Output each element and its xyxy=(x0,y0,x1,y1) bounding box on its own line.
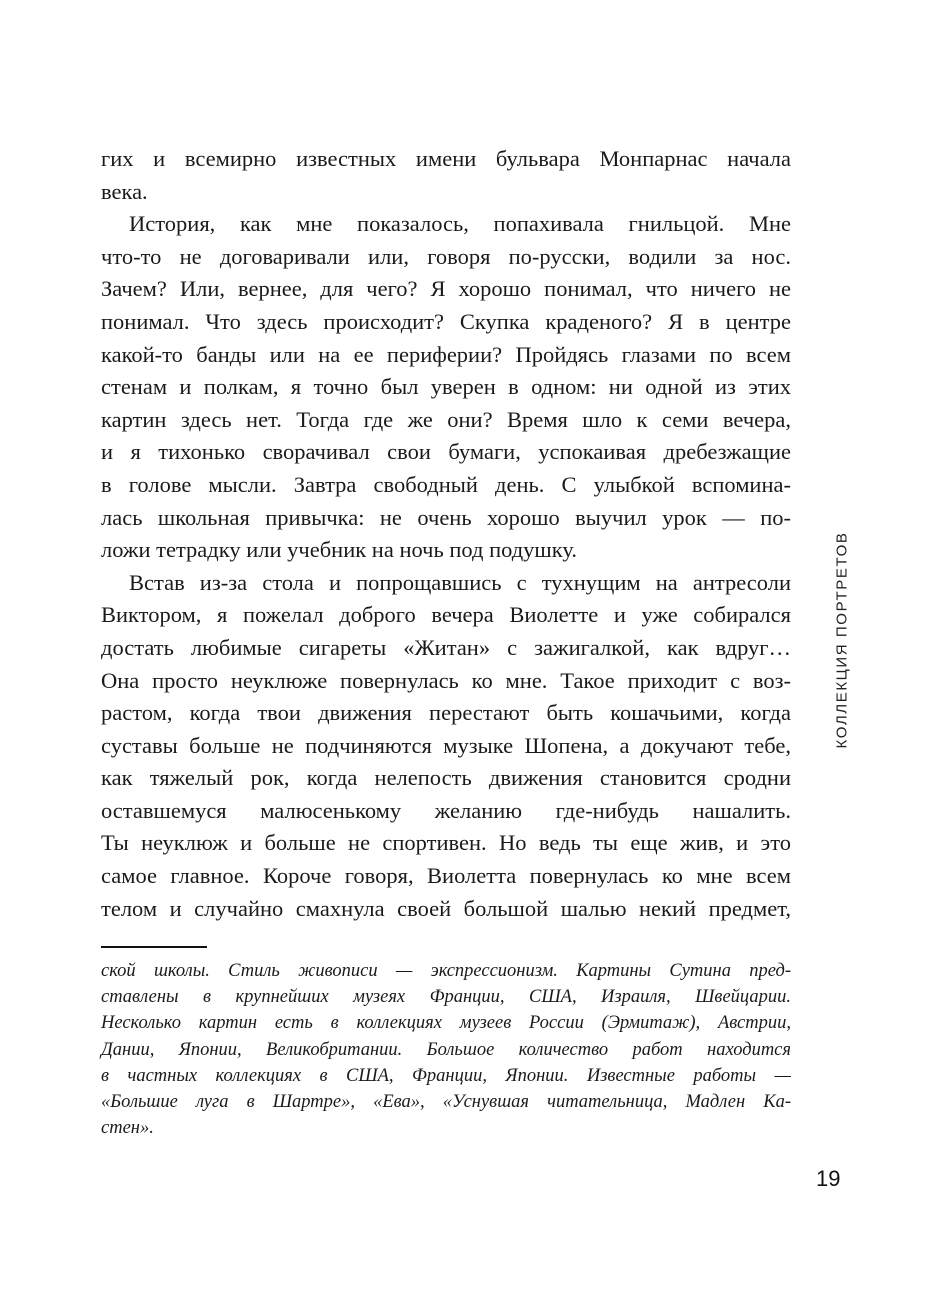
text-line: растом, когда твои движения перестают быть кошачьими, когда xyxy=(101,700,791,726)
page-number: 19 xyxy=(816,1166,841,1191)
main-text xyxy=(101,143,791,925)
text-line: гих и всемирно известных имени бульвара Монпарнас начала xyxy=(101,146,791,171)
text-line: достать любимые сигареты «Житан» с зажигалкой, как вдруг… xyxy=(101,634,791,660)
text-line: что-то не договаривали или, говоря по-русски, водили за нос. xyxy=(101,243,791,269)
text-line: телом и случайно смахнула своей большой шалью некий предмет, xyxy=(101,895,791,921)
text-line: в голове мысли. Завтра свободный день. С улыбкой вспомина- xyxy=(101,471,791,497)
text-line: Зачем? Или, вернее, для чего? Я хорошо понимал, что ничего не xyxy=(101,276,791,302)
text-line: ложи тетрадку или учебник на ночь под подушку. xyxy=(101,537,577,563)
text-line: суставы больше не подчиняются музыке Шопена, а докучают тебе, xyxy=(101,732,791,758)
text-line: и я тихонько сворачивал свои бумаги, успокаивая дребезжащие xyxy=(101,439,791,465)
text-line: Ты неуклюж и больше не спортивен. Но ведь ты еще жив, и это xyxy=(101,830,791,856)
footnote-line: ставлены в крупнейших музеях Франции, США, Израиля, Швейцарии. xyxy=(101,987,791,1008)
footnote-rule xyxy=(101,946,207,948)
text-line: понимал. Что здесь происходит? Скупка краденого? Я в центре xyxy=(101,308,791,334)
text-line: История, как мне показалось, попахивала гнильцой. Мне xyxy=(129,211,791,237)
running-head: КОЛЛЕКЦИЯ ПОРТРЕТОВ xyxy=(833,531,851,749)
text-line: как тяжелый рок, когда нелепость движения становится сродни xyxy=(101,765,791,791)
text-line: самое главное. Короче говоря, Виолетта повернулась ко мне всем xyxy=(101,863,791,889)
footnote-line: «Большие луга в Шартре», «Ева», «Уснувшая читательница, Мадлен Ка- xyxy=(101,1091,791,1112)
text-line: Она просто неуклюже повернулась ко мне. Такое приходит с воз- xyxy=(101,667,791,693)
footnote-line: стен». xyxy=(101,1118,154,1139)
text-line: оставшемуся малюсенькому желанию где-нибудь нашалить. xyxy=(101,797,791,823)
footnote-line: Несколько картин есть в коллекциях музеев России (Эрмитаж), Австрии, xyxy=(101,1013,791,1034)
text-line: Виктором, я пожелал доброго вечера Виолетте и уже собирался xyxy=(101,602,791,628)
footnote xyxy=(101,958,791,1141)
text-line: лась школьная привычка: не очень хорошо выучил урок — по- xyxy=(101,504,791,530)
text-line: какой-то банды или на ее периферии? Пройдясь глазами по всем xyxy=(101,341,791,367)
text-line: стенам и полкам, я точно был уверен в одном: ни одной из этих xyxy=(101,374,791,400)
text-line: века. xyxy=(101,178,148,204)
footnote-line: в частных коллекциях в США, Франции, Японии. Известные работы — xyxy=(101,1065,791,1086)
text-line: картин здесь нет. Тогда где же они? Время шло к семи вечера, xyxy=(101,406,791,432)
footnote-line: ской школы. Стиль живописи — экспрессионизм. Картины Сутина пред- xyxy=(101,961,791,981)
text-line: Встав из-за стола и попрощавшись с тухнущим на антресоли xyxy=(129,569,791,595)
footnote-line: Дании, Японии, Великобритании. Большое количество работ находится xyxy=(101,1039,791,1060)
